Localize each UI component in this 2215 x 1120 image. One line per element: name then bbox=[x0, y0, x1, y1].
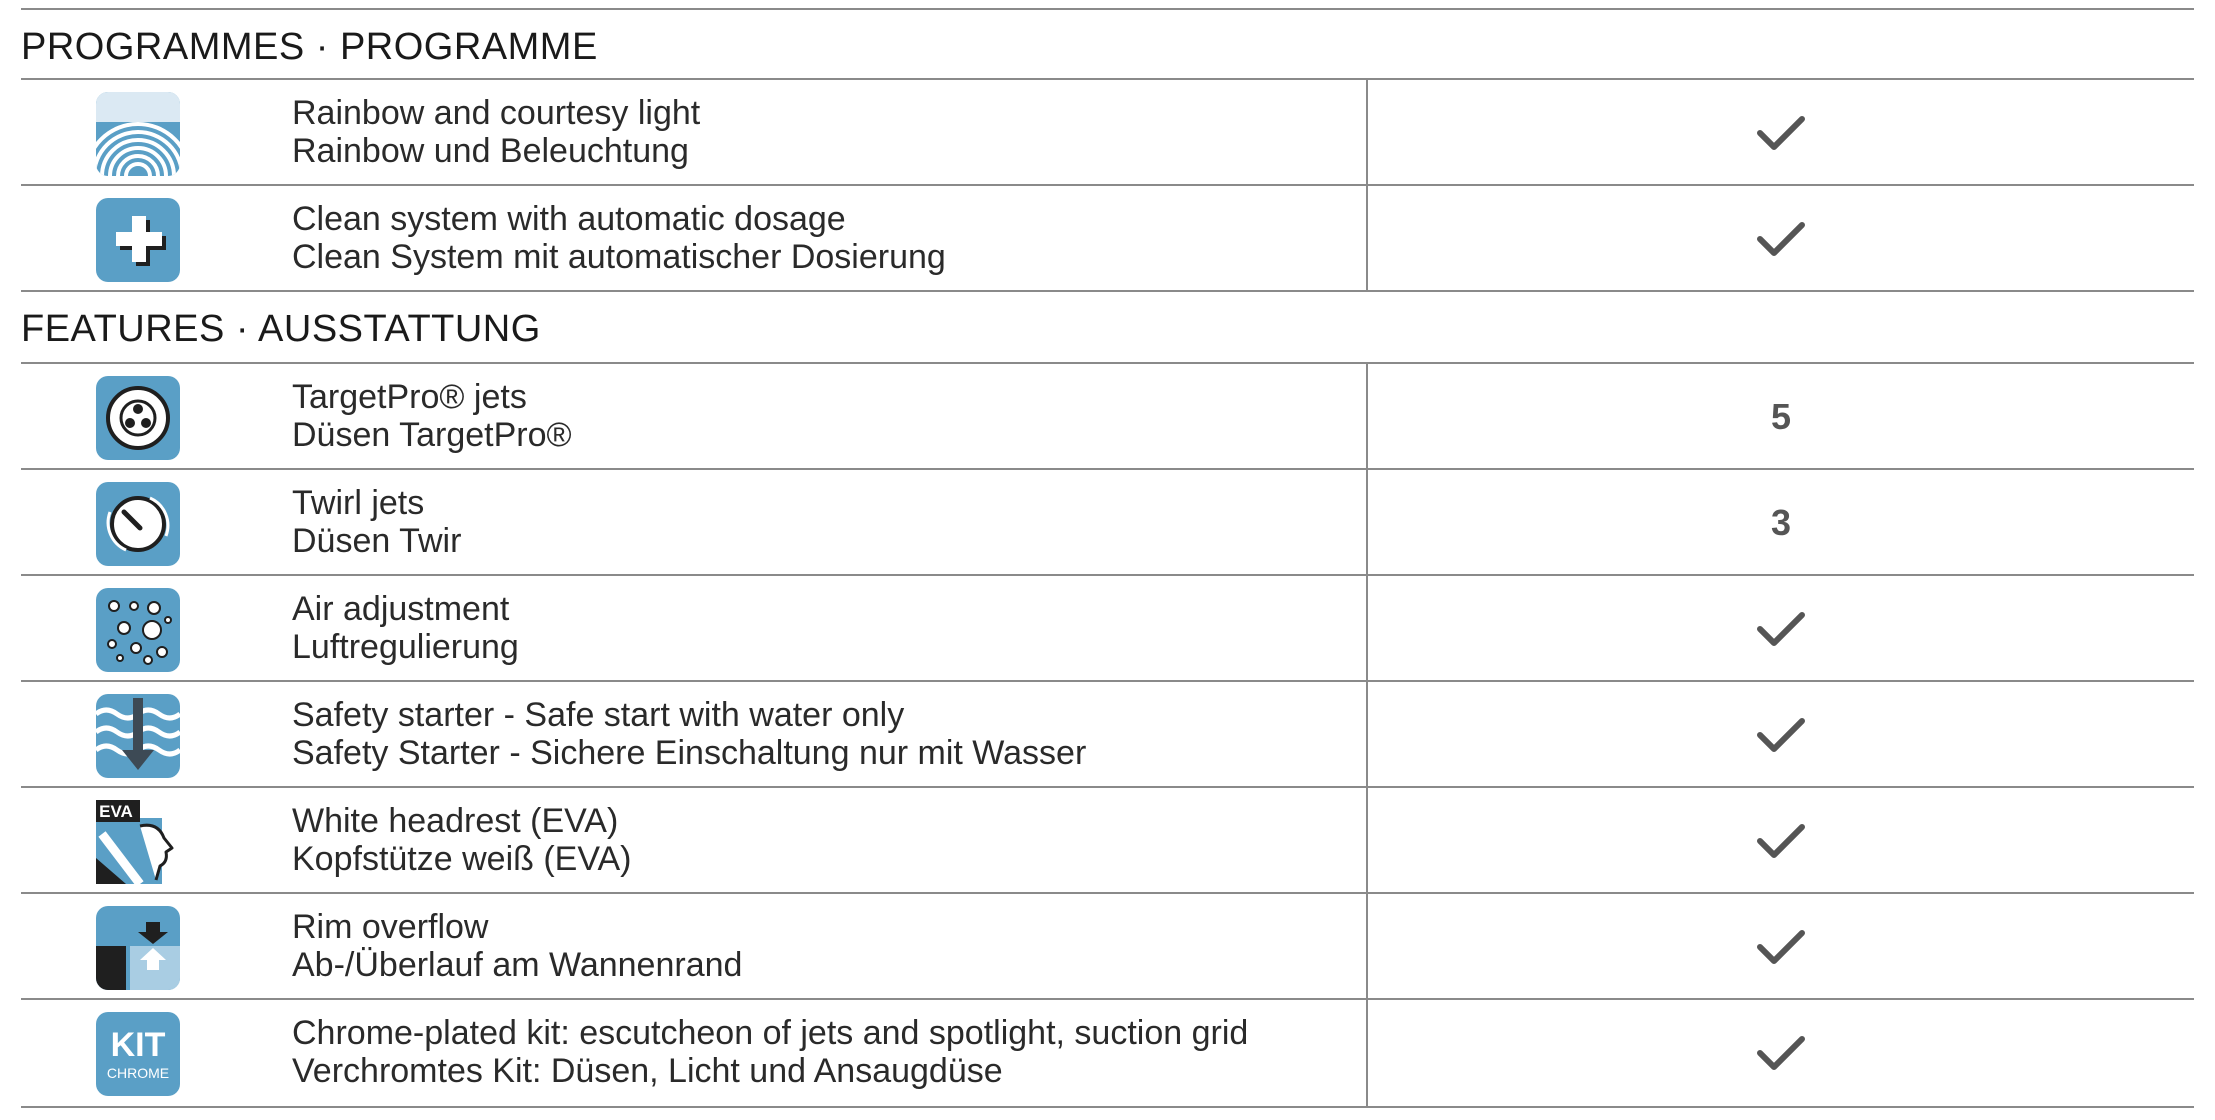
check-icon bbox=[1756, 821, 1806, 861]
value-cell bbox=[1368, 894, 2194, 1000]
row-description bbox=[292, 94, 700, 170]
row-description bbox=[292, 802, 632, 878]
clean-system-icon bbox=[96, 198, 180, 282]
section-header-features bbox=[21, 290, 2194, 362]
table-row-rim-overflow bbox=[21, 892, 2194, 1000]
label-english: Clean system with automatic dosage bbox=[292, 200, 846, 238]
row-description bbox=[292, 484, 461, 560]
label-german: Safety Starter - Sichere Einschaltung nur mit Wasser bbox=[292, 734, 1087, 772]
label-english: White headrest (EVA) bbox=[292, 802, 619, 840]
label-german: Clean System mit automatischer Dosierung bbox=[292, 238, 946, 276]
value-cell bbox=[1368, 364, 2194, 470]
table-row-safety-starter bbox=[21, 680, 2194, 788]
chrome-kit-icon bbox=[96, 1012, 180, 1096]
label-english: Chrome-plated kit: escutcheon of jets and spotlight, suction grid bbox=[292, 1014, 1249, 1052]
check-icon bbox=[1756, 609, 1806, 649]
section-header-programmes bbox=[21, 8, 2194, 80]
check-icon bbox=[1756, 1033, 1806, 1073]
label-german: Verchromtes Kit: Düsen, Licht und Ansaugdüse bbox=[292, 1052, 1003, 1090]
row-description bbox=[292, 378, 572, 454]
label-german: Düsen Twir bbox=[292, 522, 462, 560]
value-cell bbox=[1368, 576, 2194, 682]
check-icon bbox=[1756, 219, 1806, 259]
table-row-targetpro-jets bbox=[21, 362, 2194, 470]
jet-count: 3 bbox=[1770, 502, 1792, 543]
icon-badge-text: EVA bbox=[99, 802, 133, 821]
label-english: TargetPro® jets bbox=[292, 378, 527, 416]
row-description bbox=[292, 1014, 1248, 1090]
targetpro-jet-icon bbox=[96, 376, 180, 460]
row-description bbox=[292, 908, 742, 984]
label-german: Rainbow und Beleuchtung bbox=[292, 132, 689, 170]
value-cell bbox=[1368, 682, 2194, 788]
value-cell bbox=[1368, 186, 2194, 292]
section-title: FEATURES · AUSSTATTUNG bbox=[21, 307, 541, 350]
label-german: Düsen TargetPro® bbox=[292, 416, 572, 454]
table-row-air-adjustment bbox=[21, 574, 2194, 682]
twirl-jet-icon bbox=[96, 482, 180, 566]
label-english: Air adjustment bbox=[292, 590, 510, 628]
row-description bbox=[292, 590, 519, 666]
value-cell bbox=[1368, 788, 2194, 894]
label-german: Luftregulierung bbox=[292, 628, 519, 666]
label-english: Rim overflow bbox=[292, 908, 489, 946]
check-icon bbox=[1756, 113, 1806, 153]
table-row-chrome-kit bbox=[21, 998, 2194, 1108]
row-description bbox=[292, 200, 946, 276]
safety-starter-icon bbox=[96, 694, 180, 778]
row-description bbox=[292, 696, 1086, 772]
value-cell bbox=[1368, 470, 2194, 576]
section-title: PROGRAMMES · PROGRAMME bbox=[21, 25, 598, 68]
label-german: Kopfstütze weiß (EVA) bbox=[292, 840, 632, 878]
label-english: Twirl jets bbox=[292, 484, 425, 522]
table-row-twirl-jets bbox=[21, 468, 2194, 576]
label-german: Ab-/Überlauf am Wannenrand bbox=[292, 946, 743, 984]
headrest-icon bbox=[96, 800, 180, 884]
value-cell bbox=[1368, 80, 2194, 186]
icon-kit-text: KIT bbox=[110, 1026, 166, 1064]
label-english: Rainbow and courtesy light bbox=[292, 94, 701, 132]
check-icon bbox=[1756, 715, 1806, 755]
value-cell bbox=[1368, 1000, 2194, 1106]
table-row-rainbow bbox=[21, 78, 2194, 186]
table-row-clean-system bbox=[21, 184, 2194, 292]
label-english: Safety starter - Safe start with water only bbox=[292, 696, 905, 734]
table-row-headrest bbox=[21, 786, 2194, 894]
rainbow-light-icon bbox=[96, 92, 180, 176]
rim-overflow-icon bbox=[96, 906, 180, 990]
jet-count: 5 bbox=[1770, 396, 1792, 437]
icon-chrome-text: CHROME bbox=[106, 1065, 170, 1081]
air-bubbles-icon bbox=[96, 588, 180, 672]
check-icon bbox=[1756, 927, 1806, 967]
